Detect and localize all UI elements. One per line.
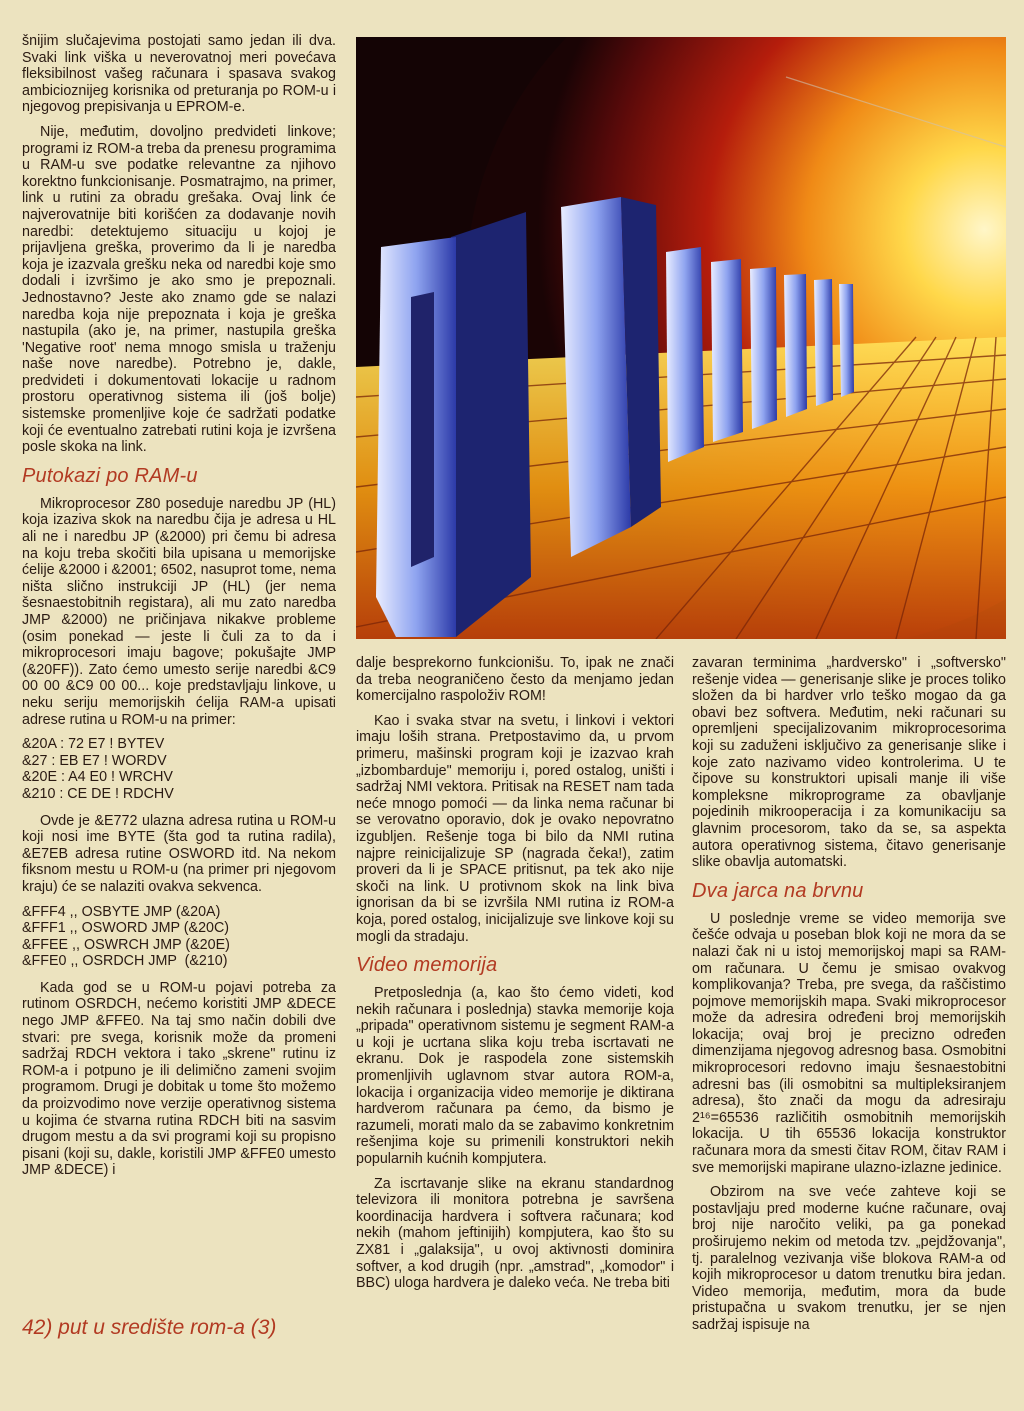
paragraph: Nije, međutim, dovoljno predvideti linkove; programi iz ROM-a treba da prenesu programima u RAM-u sve podatke relevantne za njihovo korektno funkcionisanje. Posmatrajmo, na primer, link u rutini za obradu grešaka. Ovaj link će najverovatnije biti korišćen za dodavanje novih naredbi: detektujemo situaciju u kojoj je prijavljena greška, proverimo da li je naredba koja je izazvala grešku neka od naredbi koje smo dodali i izvršimo je ako smo je prepoznali. Jednostavno? Jeste ako znamo gde se nalazi naredba koja nije prepoznata i koja je greška nastupila (ako je, na primer, nastupila greška 'Negative root' nema mnogo smisla u traženju naše nove naredbe). Potrebno je, dakle, predvideti i dokumentovati lokacije u radnom prostoru operativnog sistema ili (još bolje) sistemske promenljive koje će sadržati podatke koji će eventualno zatrebati rutini koja je izvršena posle skoka na link. <box>22 123 336 456</box>
digit-zero <box>666 247 704 462</box>
paragraph: Obzirom na sve veće zahteve koji se postavljaju pred moderne kućne računare, ovaj broj nije naročito veliki, pa ga ponekad proširujemo nekim od metoda tzv. „pejdžovanja", tj. paralelnog vezivanja više blokova RAM-a od kojih mikroprocesor u datom trenutku bira jedan. Video memorija, međutim, mora da bude pristupačna u svakom trenutku, jer se njen sadržaj ispisuje na <box>692 1184 1006 1333</box>
section-heading: Dva jarca na brvnu <box>692 879 864 902</box>
paragraph: zavaran terminima „hardversko" i „softversko" rešenje videa — generisanje slike je proces toliko složen da bi hardver vrlo teško mogao da ga obavi bez softvera. Međutim, neki računari su opremljeni specijalizovanim mikroprocesorima koji su zaduženi isključivo za generisanje slike i koje zato nazivamo video kontrolerima. U te čipove su konstruktori upisali manje ili više kompleksne mikroprograme za obavljanje pojedinih mikrooperacija i za komunikaciju sa glavnim procesorom, tako da se, sa aspekta autora operativnog sistema, čitavo generisanje slike obavlja automatski. <box>692 655 1006 871</box>
code-line: &27 : EB E7 ! WORDV <box>22 752 167 769</box>
paragraph: Kada god se u ROM-u pojavi potreba za rutinom OSRDCH, nećemo koristiti JMP &DECE nego JMP &FFE0. Na taj smo način dobili dve stvari: pre svega, korisnik može da promeni sadržaj RDCH vektora i tako „skrene" rutinu iz ROM-a i potpuno je ili delimično zameni svojim programom. Drugi je dobitak u tome što možemo da proizvodimo nove verzije operativnog sistema u kojima će stvarna rutina RDCH biti na sasvim drugom mestu a da svi programi koji su propisno pisani (koji su, dakle, koristili JMP &FFE0 umesto JMP &DECE) i <box>22 979 336 1179</box>
section-heading: Putokazi po RAM-u <box>22 464 198 487</box>
code-line: &20E : A4 E0 ! WRCHV <box>22 769 173 786</box>
digit-zero <box>814 279 833 406</box>
digit-zero-hole <box>411 292 434 567</box>
digit-zero-side <box>451 212 531 637</box>
text-column-3 <box>692 655 1006 1342</box>
illustration-svg <box>356 37 1006 639</box>
code-listing <box>22 904 336 970</box>
digit-one <box>561 197 631 557</box>
paragraph: Kao i svaka stvar na svetu, i linkovi i vektori imaju loših strana. Pretpostavimo da, u prvom primeru, mašinski program koji je izazvao krah „izbombarduje" memoriju i, pored ostalog, uništi i sadržaj NMI vektora. Pritisak na RESET nam tada neće mnogo pomoći — da linka nema računar bi se verovatno oporavio, dok je ovako nepovratno izgubljen. Rešenje toga bi bilo da NMI rutina najpre reinicijalizuje SP (nagrada čeka!), zatim proveri da li je SPACE pritisnut, pa tek ako nije skoči na link. U protivnom skok na link biva ignorisan da bi se izvršila NMI rutina iz ROM-a koja, pored ostalog, inicijalizuje sve linkove koji su mogli da stradaju. <box>356 712 674 945</box>
paragraph: U poslednje vreme se video memorija sve češće odvaja u poseban blok koji ne mora da se nalazi čak ni u istoj memorijskoj mapi sa RAM-om računara. U čemu je smisao ovakvog komplikovanja? Treba, pre svega, da raščistimo pojmove memorijskih mapa. Svaki mikroprocesor može da adresira određeni broj memorijskih lokacija; ovaj broj je precizno određen dimenzijama njegovog adresnog basa. Osmobitni mikroprocesori redovno imaju šesnaestobitni adresni bas (ili osmobitni sa multipleksiranjem adresa), što znači da mogu da adresiraju 2¹⁶=65536 različitih osmobitnih memorijskih lokacija. U tih 65536 lokacija konstruktor računara mora da smesti čitav ROM, čitav RAM i sve memorijski mapirane ulazno-izlazne jedinice. <box>692 910 1006 1176</box>
section-heading: Video memorija <box>356 954 498 977</box>
paragraph: šnijim slučajevima postojati samo jedan ili dva. Svaki link viška u neverovatnoj meri povećava fleksibilnost vašeg računara i spasava svakog ambicioznijeg korisnika od preturanja po ROM-u i njegovog prepisivanja u EPROM-e. <box>22 33 336 116</box>
code-line: &FFF1 ,, OSWORD JMP (&20C) <box>22 920 230 937</box>
code-listing <box>22 736 336 802</box>
code-line: &20A : 72 E7 ! BYTEV <box>22 736 165 753</box>
paragraph: Za iscrtavanje slike na ekranu standardnog televizora ili monitora potrebna je savršena koordinacija hardvera i softvera računara; kod nekih (mahom jeftinijih) kompjutera, kao što su ZX81 i „galaksija", u ovoj aktivnosti dominira softver, a kod drugih (npr. „amstrad", „komodor" i BBC) uloga hardvera je daleko veća. Ne treba biti <box>356 1175 674 1292</box>
digit-zero <box>711 259 743 442</box>
code-line: &FFF4 ,, OSBYTE JMP (&20A) <box>22 903 221 920</box>
text-column-2 <box>356 655 674 1300</box>
paragraph: Mikroprocesor Z80 poseduje naredbu JP (HL) koja izaziva skok na naredbu čija je adresa u HL ali ne i naredbu JP (&2000) pri čemu bi adresa na koju treba skočiti bila upisana u memorijske ćelije &2000 i &2001; 6502, nasuprot tome, nema ništa slično instrukciji JP (HL) (jer nema šesnaestobitnih registara), ali mu zato naredba JMP &2000) ne pričinjava nikakve probleme (osim ponekad — jeste li čuli za to da i mikroprocesori imaju bagove; pokušajte JMP (&20FF)). Zato ćemo umesto serije naredbi &C9 00 00 &C9 00 00... koje predstavljaju linkove, u neku seriju memorijskih ćelija RAM-a upisati adrese rutina u ROM-u na primer: <box>22 495 336 728</box>
paragraph: Ovde je &E772 ulazna adresa rutina u ROM-u koji nosi ime BYTE (šta god ta rutina radila), &E7EB adresa rutine OSWORD itd. Na nekom fiksnom mestu u ROM-u (na primer pri njegovom kraju) će se nalaziti ovakva sekvenca. <box>22 812 336 895</box>
text-column-1 <box>22 33 336 1187</box>
digit-zero <box>784 274 807 417</box>
paragraph: Pretposlednja (a, kao što ćemo videti, kod nekih računara i poslednja) stavka memorije koja „pripada" operativnom sistemu je segment RAM-a u koji je ucrtana slika koju treba iscrtavati ne ekranu. Dok je raspodela zone sistemskih promenljivih uglavnom stvar autora ROM-a, lokacija i organizacija video memorije je diktirana hardverom računara pa ćemo, da bismo je razumeli, morati malo da se zabavimo konkretnim rešenjima koje su primenili konstruktori nekih popularnih kućnih kompjutera. <box>356 985 674 1168</box>
paragraph: dalje besprekorno funkcionišu. To, ipak ne znači da treba neograničeno često da menjamo jedan komercijalno raspoloživ ROM! <box>356 655 674 705</box>
code-line: &FFEE ,, OSWRCH JMP (&20E) <box>22 936 230 953</box>
digit-zero <box>750 267 777 429</box>
code-line: &FFE0 ,, OSRDCH JMP (&210) <box>22 953 228 970</box>
binary-digits-illustration <box>356 37 1006 639</box>
code-line: &210 : CE DE ! RDCHV <box>22 785 174 802</box>
digit-one <box>839 284 854 397</box>
page-footer: 42) put u središte rom-a (3) <box>22 1316 277 1339</box>
